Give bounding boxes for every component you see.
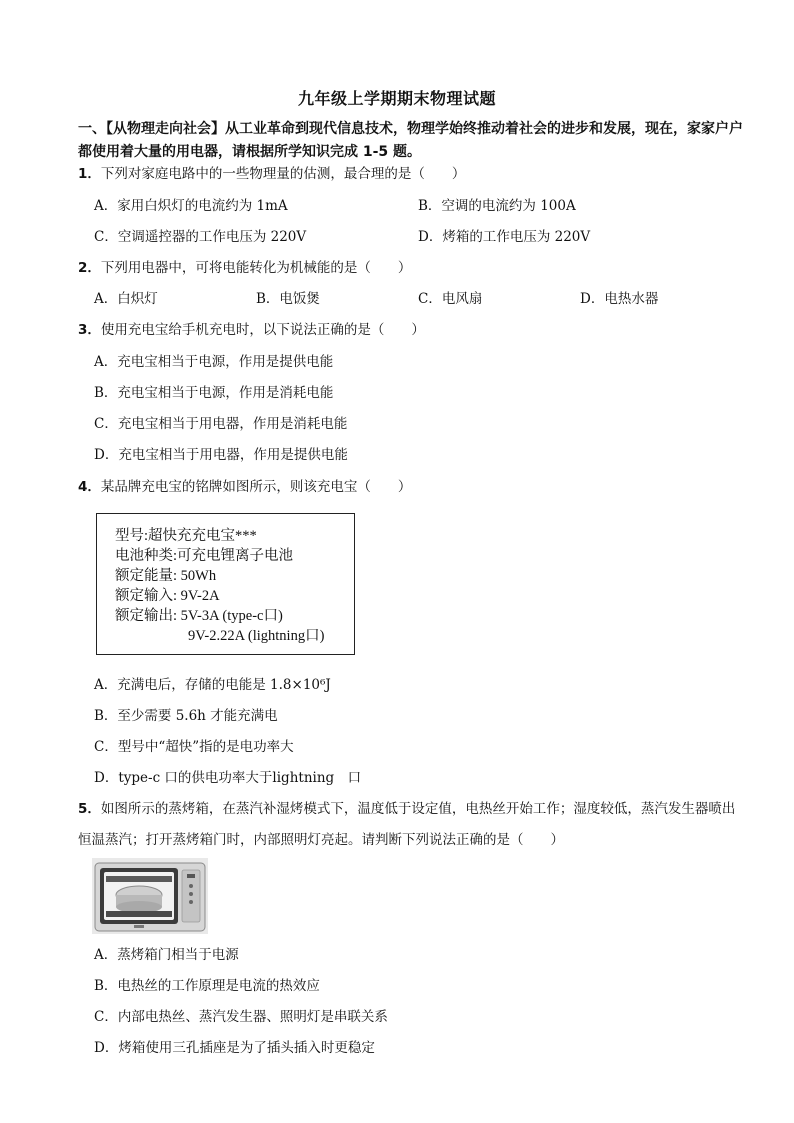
q5-option-a: A．蒸烤箱门相当于电源 (94, 947, 239, 963)
q3-option-a: A．充电宝相当于电源，作用是提供电能 (94, 354, 334, 370)
page-title: 九年级上学期期末物理试题 (297, 89, 496, 108)
q3-option-d: D．充电宝相当于用电器，作用是提供电能 (94, 447, 348, 463)
question-stem: 如图所示的蒸烤箱，在蒸汽补湿烤模式下，温度低于设定值，电热丝开始工作；湿度较低，蒸汽发生器喷出恒温蒸汽；打开蒸烤箱门时，内部照明灯亮起。请判断下列说法正确的是（ ） (78, 801, 736, 848)
question-number: 1． (78, 166, 101, 182)
q2-option-b: B．电饭煲 (256, 291, 320, 307)
question-stem: 下列对家庭电路中的一些物理量的估测，最合理的是（ ） (100, 166, 466, 182)
q4-option-c: C．型号中“超快”指的是电功率大 (94, 739, 294, 755)
nameplate-line-model: 型号:超快充充电宝*** (115, 528, 257, 544)
question-1 (78, 165, 465, 183)
question-4 (78, 478, 411, 496)
nameplate-line-output2: 9V-2.22A (lightning口) (188, 628, 325, 644)
q5-option-d: D．烤箱使用三孔插座是为了插头插入时更稳定 (94, 1040, 375, 1056)
nameplate-line-battery: 电池种类:可充电锂离子电池 (115, 548, 294, 564)
question-number: 2． (78, 260, 101, 276)
question-2 (78, 259, 411, 277)
question-5 (78, 794, 748, 856)
q2-option-a: A．白炽灯 (94, 291, 158, 307)
q4-option-d: D．type-c 口的供电功率大于lightning 口 (94, 770, 362, 786)
nameplate-line-input: 额定输入: 9V-2A (115, 588, 220, 604)
q2-option-c: C．电风扇 (418, 291, 483, 307)
question-number: 5． (78, 801, 101, 817)
steam-oven-image (92, 858, 208, 934)
q5-option-b: B．电热丝的工作原理是电流的热效应 (94, 978, 320, 994)
q1-option-b: B．空调的电流约为 100A (418, 198, 576, 214)
question-stem: 使用充电宝给手机充电时，以下说法正确的是（ ） (100, 322, 425, 338)
section-heading: 一、【从物理走向社会】从工业革命到现代信息技术，物理学始终推动着社会的进步和发展，现在，家家户户都使用着大量的用电器，请根据所学知识完成 1-5 题。 (78, 121, 743, 160)
question-3 (78, 321, 425, 339)
q5-option-c: C．内部电热丝、蒸汽发生器、照明灯是串联关系 (94, 1009, 388, 1025)
q1-option-a: A．家用白炽灯的电流约为 1mA (94, 198, 288, 214)
q1-option-c: C．空调遥控器的工作电压为 220V (94, 229, 307, 245)
question-number: 4． (78, 479, 101, 495)
q3-option-b: B．充电宝相当于电源，作用是消耗电能 (94, 385, 334, 401)
q3-option-c: C．充电宝相当于用电器，作用是消耗电能 (94, 416, 348, 432)
nameplate-box (96, 513, 355, 655)
q1-option-d: D．烤箱的工作电压为 220V (418, 229, 591, 245)
nameplate-line-energy: 额定能量: 50Wh (115, 568, 217, 584)
q4-option-b: B．至少需要 5.6h 才能充满电 (94, 708, 278, 724)
question-number: 3． (78, 322, 101, 338)
question-stem: 某品牌充电宝的铭牌如图所示，则该充电宝（ ） (100, 479, 412, 495)
q4-option-a: A．充满电后，存储的电能是 1.8×10⁶J (94, 677, 331, 693)
nameplate-line-output: 额定输出: 5V-3A (type-c口) (115, 608, 283, 624)
question-stem: 下列用电器中，可将电能转化为机械能的是（ ） (100, 260, 412, 276)
q2-option-d: D．电热水器 (580, 291, 659, 307)
